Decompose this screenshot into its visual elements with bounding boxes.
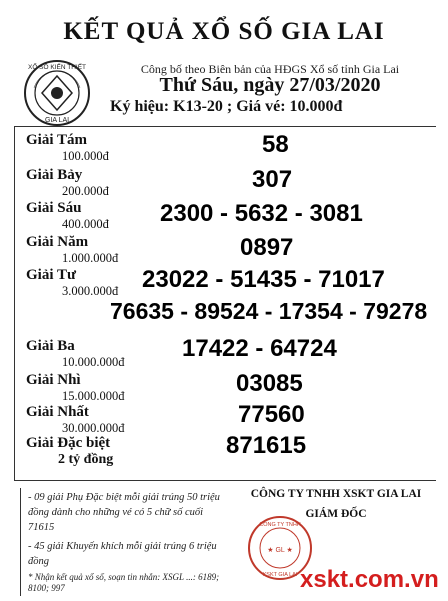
prize-value: 1.000.000đ xyxy=(62,251,119,265)
page-title: KẾT QUẢ XỔ SỐ GIA LAI xyxy=(63,18,385,45)
note-sms: * Nhận kết quả xổ số, soạn tin nhắn: XSGL ...: 6189; 8100; 997 xyxy=(28,572,220,593)
special-prize-numbers: 871615 xyxy=(226,432,307,459)
prize-name: Giải Ba xyxy=(26,338,75,354)
prize-value: 100.000đ xyxy=(62,149,109,163)
prize-numbers: 2300 - 5632 - 3081 xyxy=(160,200,363,227)
svg-text:XỔ SỐ KIẾN THIẾT: XỔ SỐ KIẾN THIẾT xyxy=(27,64,87,71)
prize-numbers: 03085 xyxy=(236,370,303,397)
prize-notes xyxy=(28,490,228,594)
table-top-rule xyxy=(14,126,436,127)
note-consolation: - 09 giải Phụ Đặc biệt mỗi giải trúng 50 triệu đồng dành cho những vé có 5 chữ số cuối 71615 xyxy=(28,492,220,533)
note-encouragement: - 45 giải Khuyến khích mỗi giải trúng 6 triệu đồng xyxy=(28,541,217,567)
subtitle: Công bố theo Biên bản của HĐGS Xổ số tỉnh Gia Lai xyxy=(140,62,400,76)
prize-numbers: 23022 - 51435 - 71017 xyxy=(142,266,385,293)
prize-value: 10.000.000đ xyxy=(62,355,125,369)
table-bottom-rule xyxy=(14,480,436,481)
prize-name: Giải Bảy xyxy=(26,167,83,183)
prize-value: 2 tỷ đồng xyxy=(58,452,114,467)
prize-numbers: 17422 - 64724 xyxy=(182,335,337,362)
notes-left-rule xyxy=(20,488,21,596)
director-title: GIÁM ĐỐC xyxy=(305,508,367,520)
prize-numbers: 307 xyxy=(252,166,293,193)
prize-name: Giải Đặc biệt xyxy=(26,435,111,451)
prize-value: 400.000đ xyxy=(62,217,109,231)
prize-name: Giải Sáu xyxy=(26,200,82,216)
svg-text:★ GL ★: ★ GL ★ xyxy=(267,547,293,554)
prize-name: Giải Nhất xyxy=(26,404,89,420)
svg-text:CÔNG TY TNHH: CÔNG TY TNHH xyxy=(259,522,301,528)
prize-name: Giải Nhì xyxy=(26,372,81,388)
prize-numbers: 77560 xyxy=(238,401,305,428)
ticket-symbol-price: Ký hiệu: K13-20 ; Giá vé: 10.000đ xyxy=(110,98,343,115)
company-name: CÔNG TY TNHH XSKT GIA LAI xyxy=(250,488,422,500)
prize-numbers: 0897 xyxy=(240,234,294,261)
svg-text:XSKT GIA LAI: XSKT GIA LAI xyxy=(262,572,298,578)
lottery-seal-logo xyxy=(22,58,92,128)
svg-text:GIA LAI: GIA LAI xyxy=(44,117,70,124)
site-watermark: xskt.com.vn xyxy=(300,566,439,593)
prize-name: Giải Tám xyxy=(26,132,87,148)
prize-value: 15.000.000đ xyxy=(62,389,125,403)
prize-value: 3.000.000đ xyxy=(62,284,119,298)
table-left-rule xyxy=(14,126,15,480)
draw-date: Thứ Sáu, ngày 27/03/2020 xyxy=(159,74,381,96)
prize-value: 200.000đ xyxy=(62,184,109,198)
prize-numbers-line-2: 76635 - 89524 - 17354 - 79278 xyxy=(110,298,428,324)
prize-name: Giải Năm xyxy=(26,234,89,250)
prize-name: Giải Tư xyxy=(26,267,76,283)
prize-value: 30.000.000đ xyxy=(62,421,125,435)
prize-numbers: 58 xyxy=(262,131,289,158)
